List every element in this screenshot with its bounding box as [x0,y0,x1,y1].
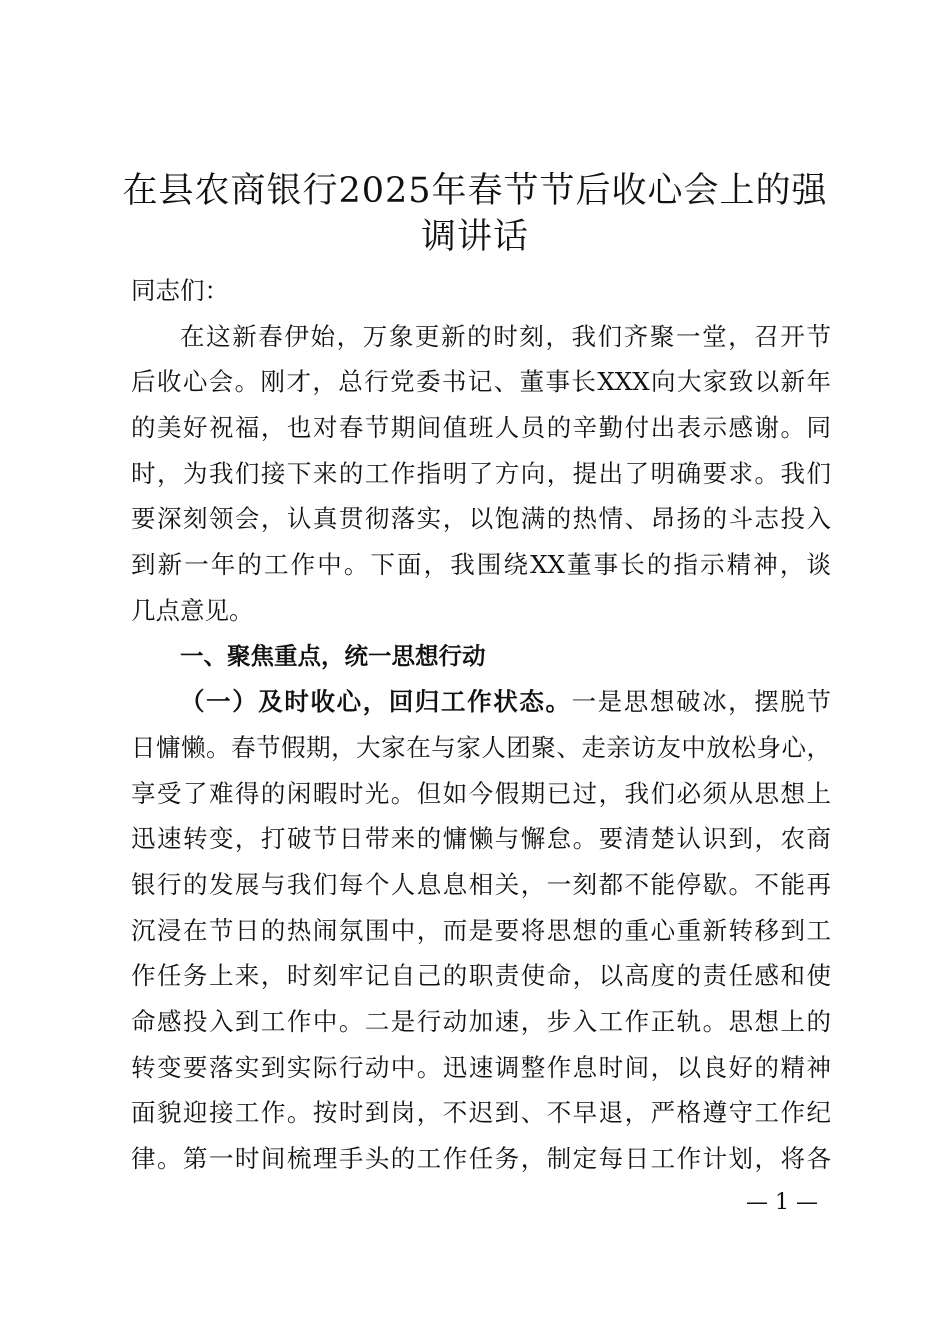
subsection-first-line [131,679,831,725]
body-line: 日慵懒。春节假期，大家在与家人团聚、走亲访友中放松身心， [131,732,831,762]
intro-line: 后收心会。刚才，总行党委书记、董事长XXX向大家致以新年 [131,367,831,397]
intro-line: 到新一年的工作中。下面，我围绕XX董事长的指示精神，谈 [131,550,831,580]
intro-line: 在这新春伊始，万象更新的时刻，我们齐聚一堂，召开节 [180,321,831,351]
document-title [90,168,860,260]
body-line: 迅速转变，打破节日带来的慵懒与懈怠。要清楚认识到，农商 [131,824,831,854]
body-line: 作任务上来，时刻牢记自己的职责使命，以高度的责任感和使 [131,961,831,991]
subsection-lead: （一）及时收心，回归工作状态。 [180,687,572,717]
salutation: 同志们： [131,276,229,305]
body-line: 银行的发展与我们每个人息息相关，一刻都不能停歇。不能再 [131,869,831,899]
document-body [131,268,831,1182]
intro-line: 的美好祝福，也对春节期间值班人员的辛勤付出表示感谢。同 [131,413,831,443]
body-line: 命感投入到工作中。二是行动加速，步入工作正轨。思想上的 [131,1007,831,1036]
body-line: 转变要落实到实际行动中。迅速调整作息时间，以良好的精神 [131,1052,831,1082]
section-heading: 一、聚焦重点，统一思想行动 [180,641,486,670]
body-line: 面貌迎接工作。按时到岗，不迟到、不早退，严格遵守工作纪 [131,1098,831,1128]
body-line: 沉浸在节日的热闹氛围中，而是要将思想的重心重新转移到工 [131,915,831,945]
intro-line: 要深刻领会，认真贯彻落实，以饱满的热情、昂扬的斗志投入 [131,504,831,534]
title-line-2: 调讲话 [420,217,529,257]
body-line: 享受了难得的闲暇时光。但如今假期已过，我们必须从思想上 [131,778,831,808]
subsection-first-rest: 一是思想破冰，摆脱节 [571,687,831,717]
intro-line: 几点意见。 [131,595,254,625]
title-line-1: 在县农商银行2025年春节节后收心会上的强 [122,171,828,211]
page-number: — 1 — [746,1190,818,1215]
intro-line: 时，为我们接下来的工作指明了方向，提出了明确要求。我们 [131,458,831,488]
body-line: 律。第一时间梳理手头的工作任务，制定每日工作计划，将各 [131,1144,831,1174]
